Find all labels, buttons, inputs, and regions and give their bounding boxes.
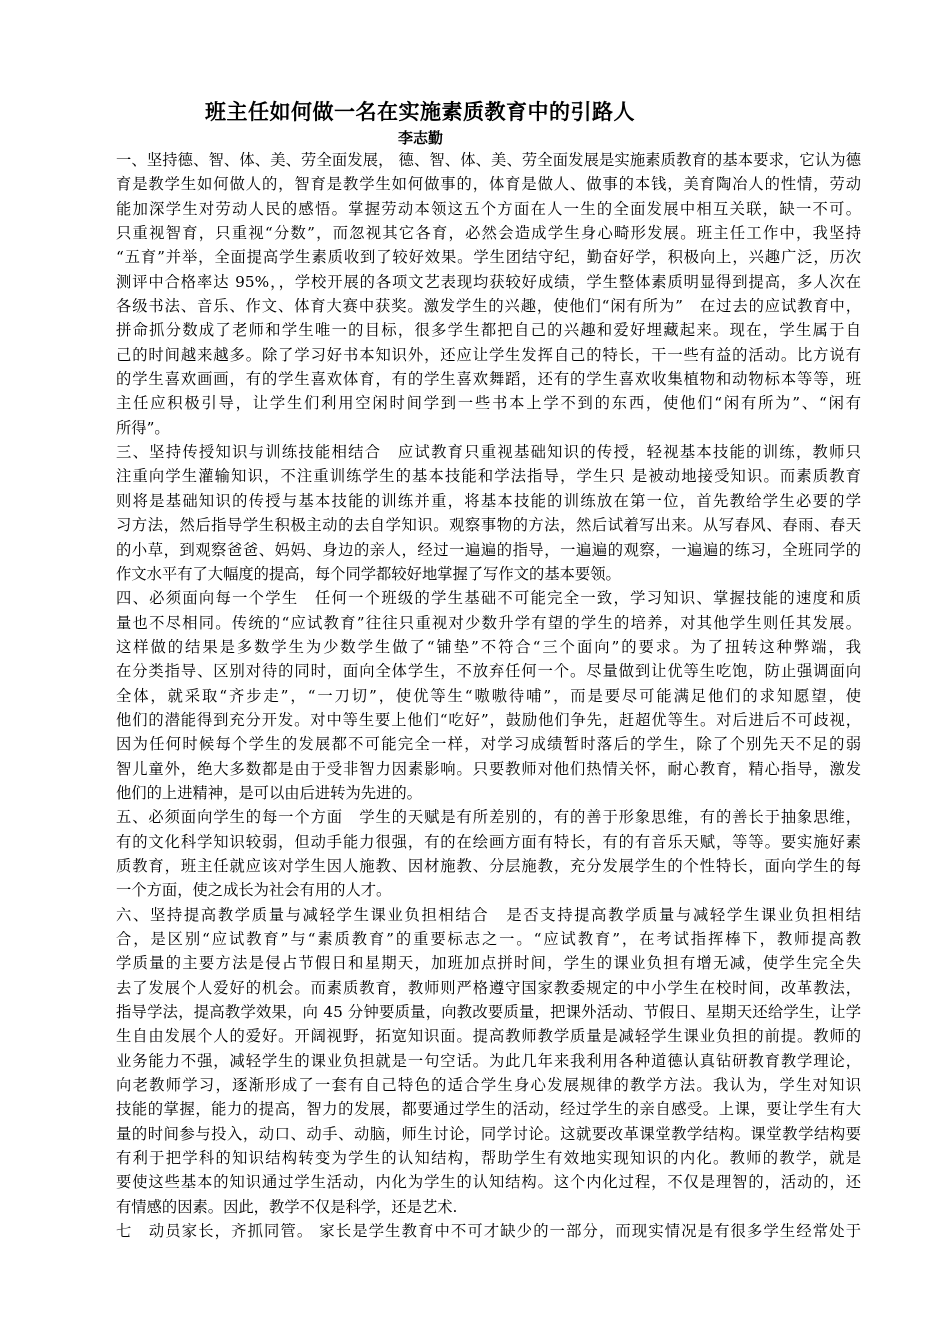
text-line: 育是教学生如何做人的，智育是教学生如何做事的，体育是做人、做事的本钱，美育陶冶人的性情，劳动 [116, 175, 861, 194]
document-body [116, 148, 861, 1243]
text-line: 主任应积极引导，让学生们利用空闲时间学到一些书本上学不到的东西，使他们“闲有所为”、“闲有 [116, 394, 861, 413]
document-author: 李志勤 [398, 129, 444, 147]
text-line: 四、必须面向每一个学生 任何一个班级的学生基础不可能完全一致，学习知识、掌握技能的速度和质 [116, 589, 861, 608]
text-line: 六、坚持提高教学质量与减轻学生课业负担相结合 是否支持提高教学质量与减轻学生课业负担相结 [116, 905, 861, 924]
text-line: 他们的潜能得到充分开发。对中等生要上他们“吃好”，鼓励他们争先，赶超优等生。对后进后不可歧视， [116, 710, 861, 729]
text-line: 生自由发展个人的爱好。开阔视野，拓宽知识面。提高教师教学质量是减轻学生课业负担的前提。教师的 [116, 1027, 861, 1046]
text-line: 作文水平有了大幅度的提高，每个同学都较好地掌握了写作文的基本要领。 [116, 564, 621, 583]
text-line: 有利于把学科的知识结构转变为学生的认知结构，帮助学生有效地实现知识的内化。教师的教学，就是 [116, 1149, 861, 1168]
text-line: 所得”。 [116, 418, 170, 437]
text-line: 拼命抓分数成了老师和学生唯一的目标，很多学生都把自己的兴趣和爱好埋藏起来。现在，学生属于自 [116, 321, 861, 340]
text-line: 的学生喜欢画画，有的学生喜欢体育，有的学生喜欢舞蹈，还有的学生喜欢收集植物和动物标本等等，班 [116, 370, 861, 389]
text-line: 能加深学生对劳动人民的感悟。掌握劳动本领这五个方面在人一生的全面发展中相互关联，缺一不可。 [116, 199, 861, 218]
text-line: 则将是基础知识的传授与基本技能的训练并重，将基本技能的训练放在第一位，首先教给学生必要的学 [116, 491, 861, 510]
text-line: 去了发展个人爱好的机会。而素质教育，教师则严格遵守国家教委规定的中小学生在校时间，改革教法， [116, 978, 861, 997]
document-title: 班主任如何做一名在实施素质教育中的引路人 [205, 100, 635, 124]
text-line: 三、坚持传授知识与训练技能相结合 应试教育只重视基础知识的传授，轻视基本技能的训练，教师只 [116, 443, 861, 462]
text-line: 注重向学生灌输知识，不注重训练学生的基本技能和学法指导，学生只 是被动地接受知识。而素质教育 [116, 467, 861, 486]
text-line: 他们的上进精神，是可以由后进转为先进的。 [116, 783, 422, 802]
text-line: 向老教师学习，逐渐形成了一套有自己特色的适合学生身心发展规律的教学方法。我认为，学生对知识 [116, 1076, 861, 1095]
text-line: 习方法，然后指导学生积极主动的去自学知识。观察事物的方法，然后试着写出来。从写春风、春雨、春天 [116, 516, 861, 535]
text-line: 只重视智育，只重视“分数”，而忽视其它各育，必然会造成学生身心畸形发展。班主任工作中，我坚持 [116, 224, 861, 243]
text-line: 量的时间参与投入，动口、动手、动脑，师生讨论，同学讨论。这就要改革课堂教学结构。课堂教学结构要 [116, 1124, 861, 1143]
text-line: 己的时间越来越多。除了学习好书本知识外，还应让学生发挥自己的特长，干一些有益的活动。比方说有 [116, 345, 861, 364]
text-line: 这样做的结果是多数学生为少数学生做了“铺垫”不符合“三个面向”的要求。为了扭转这种弊端，我 [116, 637, 861, 656]
text-line: 在分类指导、区别对待的同时，面向全体学生，不放弃任何一个。尽量做到让优等生吃饱，防止强调面向 [116, 662, 861, 681]
text-line: 有的文化科学知识较弱，但动手能力很强，有的在绘画方面有特长，有的有音乐天赋，等等。要实施好素 [116, 832, 861, 851]
text-line: 五、必须面向学生的每一个方面 学生的天赋是有所差别的，有的善于形象思维，有的善长于抽象思维， [116, 808, 861, 827]
text-line: 学质量的主要方法是侵占节假日和星期天，加班加点拼时间，学生的课业负担有增无减，使学生完全失 [116, 954, 861, 973]
text-line: 因为任何时候每个学生的发展都不可能完全一样，对学习成绩暂时落后的学生，除了个别先天不足的弱 [116, 735, 861, 754]
text-line: 一个方面，使之成长为社会有用的人才。 [116, 881, 392, 900]
text-line: 量也不尽相同。传统的“应试教育”往往只重视对少数升学有望的学生的培养，对其他学生则任其发展。 [116, 613, 861, 632]
text-line: 质教育，班主任就应该对学生因人施教、因材施教、分层施教，充分发展学生的个性特长，面向学生的每 [116, 856, 861, 875]
text-line: 合，是区别“应试教育”与“素质教育”的重要标志之一。“应试教育”，在考试指挥棒下，教师提高教 [116, 930, 861, 948]
text-line: 要使这些基本的知识通过学生活动，内化为学生的认知结构。这个内化过程，不仅是理智的，活动的，还 [116, 1173, 861, 1192]
text-line: 各级书法、音乐、作文、体育大赛中获奖。激发学生的兴趣，使他们“闲有所为” 在过去的应试教育中， [116, 297, 861, 316]
text-line: 测评中合格率达 95%，，学校开展的各项文艺表现均获较好成绩，学生整体素质明显得到提高，多人次在 [116, 272, 861, 291]
text-line: 业务能力不强，减轻学生的课业负担就是一句空话。为此几年来我利用各种道德认真钻研教育教学理论， [116, 1051, 861, 1070]
text-line: 技能的掌握，能力的提高，智力的发展，都要通过学生的活动，经过学生的亲自感受。上课，要让学生有大 [116, 1100, 861, 1119]
text-line: 智儿童外，绝大多数都是由于受非智力因素影响。只要教师对他们热情关怀，耐心教育，精心指导，激发 [116, 759, 861, 778]
text-line: 七 动员家长，齐抓同管。 家长是学生教育中不可才缺少的一部分，而现实情况是有很多学生经常处于 [116, 1222, 861, 1241]
text-line: “五育”并举，全面提高学生素质收到了较好效果。学生团结守纪，勤奋好学，积极向上，兴趣广泛，历次 [116, 248, 861, 267]
text-line: 一、坚持德、智、体、美、劳全面发展， 德、智、体、美、劳全面发展是实施素质教育的基本要求，它认为德 [116, 151, 861, 169]
text-line: 指导学法，提高教学效果，向 45 分钟要质量，向教改要质量，把课外活动、节假日、星期天还给学生，让学 [116, 1003, 861, 1022]
text-line: 有情感的因素。因此，教学不仅是科学，还是艺术. [116, 1197, 458, 1216]
text-line: 的小草，到观察爸爸、妈妈、身边的亲人，经过一遍遍的指导，一遍遍的观察，一遍遍的练习，全班同学的 [116, 540, 861, 559]
text-line: 全体，就采取“齐步走”，“一刀切”，使优等生“嗷嗷待哺”，而是要尽可能满足他们的求知愿望，使 [116, 686, 861, 705]
